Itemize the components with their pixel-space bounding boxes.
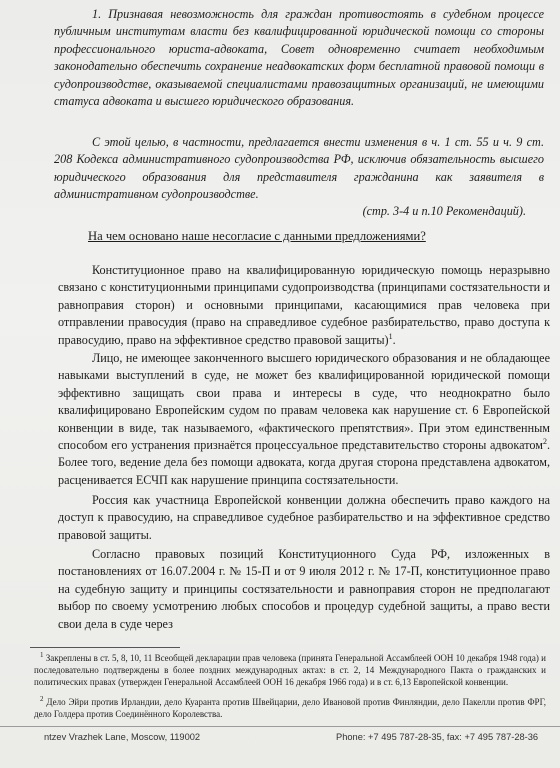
quote-paragraph-2: С этой целью, в частности, предлагается внести изменения в ч. 1 ст. 55 и ч. 9 ст. 208 Кодекса административного судопроизводства РФ, исключив обязательность высшего юридического образования для представителя гражданина как заявителя в административном судопроизводстве. <box>54 135 544 202</box>
body-paragraph-3: Россия как участница Европейской конвенции должна обеспечить право каждого на доступ к правосудию, на справедливое судебное разбирательство и на эффективное средство правовой защиты. <box>58 493 550 542</box>
footnote-ref-1: 1 <box>388 331 393 341</box>
body-paragraph-2 <box>58 350 550 489</box>
quote-paragraph-1: 1. Признавая невозможность для граждан противостоять в судебном процессе публичным институтам власти без квалифицированной юридической помощи со стороны профессионального юриста-адвоката, Совет одновременно считает необходимым законодательно обеспечить сохранение неадвокатских форм бесплатной правовой помощи в судопроизводстве, оказываемой специалистами правозащитных организаций, не имеющими статуса адвоката и высшего юридического образования. <box>54 7 544 109</box>
footer-address: ntzev Vrazhek Lane, Moscow, 119002 <box>44 732 201 742</box>
body-paragraph-1-text: Конституционное право на квалифицированную юридическую помощь неразрывно связано с конституционными принципами судопроизводства (принципами состязательности и равноправия сторон) и основными принципами, касающимися прав человека при отправлении правосудия (право на справедливое судебное разбирательство, право доступа к правосудию, право на эффективное средство правовой защиты) <box>58 263 550 347</box>
footnote-ref-2: 2 <box>542 436 547 446</box>
body-paragraph-1: Конституционное право на квалифицированную юридическую помощь неразрывно связано с конституционными принципами судопроизводства (принципами состязательности и равноправия сторон) и основными принципами, касающимися прав человека при отправлении правосудия (право на справедливое судебное разбирательство, право доступа к правосудию, право на эффективное средство правовой защиты)$^1$. <box>58 263 550 347</box>
body-paragraph-2-text-a: Лицо, не имеющее законченного высшего юридического образования и не обладающее навыками выступлений в суде, не может без квалифицированной юридической помощи эффективно защищать свои права и интересы в суде, что неоднократно было квалифицировано Европейским судом по правам человека как нарушение ст. 6 Европейской конвенции в виде, так называемого, «фактического препятствия». При этом единственным способом его устранения признаётся процессуальное представительство стороны адвокатом <box>58 351 550 453</box>
footnote-1-text: Закреплены в ст. 5, 8, 10, 11 Всеобщей декларации прав человека (принята Генеральной Ассамблеей ООН 10 декабря 1948 года) и последовательно подтверждены в более поздних международных актах: в ст. 2, 14 Международного Пакта о гражданских и политических правах (утвержден Генеральной Ассамблеей ООН 16 декабря 1966 года) и в ст. 6,13 Европейской конвенции. <box>34 653 546 688</box>
footer-contacts: Phone: +7 495 787-28-35, fax: +7 495 787-28-36 <box>336 732 539 742</box>
footnote-1-number: 1 <box>40 651 44 659</box>
footnote-separator <box>30 647 180 648</box>
footnote-1 <box>34 652 546 689</box>
section-heading: На чем основано наше несогласие с данными предложениями? <box>88 229 426 243</box>
footer-divider <box>0 726 560 727</box>
footnote-2-text: Дело Эйри против Ирландии, дело Куаранта против Швейцарии, дело Ивановой против Финляндии, дело Пакелли против ФРГ, дело Голдера против Соединённого Королевства. <box>34 697 547 720</box>
footnote-2 <box>34 696 546 720</box>
footnote-2-number: 2 <box>40 695 44 703</box>
body-paragraph-4: Согласно правовых позиций Конституционного Суда РФ, изложенных в постановлениях от 16.07.2004 г. № 15-П и от 9 июля 2012 г. № 17-П, конституционное право на судебную защиту и принципы состязательности и равноправия сторон не предполагают выбор по своему усмотрению любых способов и процедур судебной защиты, а право вести свои дела в суде через <box>58 547 550 631</box>
body-paragraph-2-text-b: . Более того, ведение дела без помощи адвоката, когда другая сторона представлена адвокатом, расценивается ЕСЧП как нарушение принципа состязательности. <box>58 438 550 487</box>
quote-reference: (стр. 3-4 и п.10 Рекомендаций). <box>362 204 526 218</box>
